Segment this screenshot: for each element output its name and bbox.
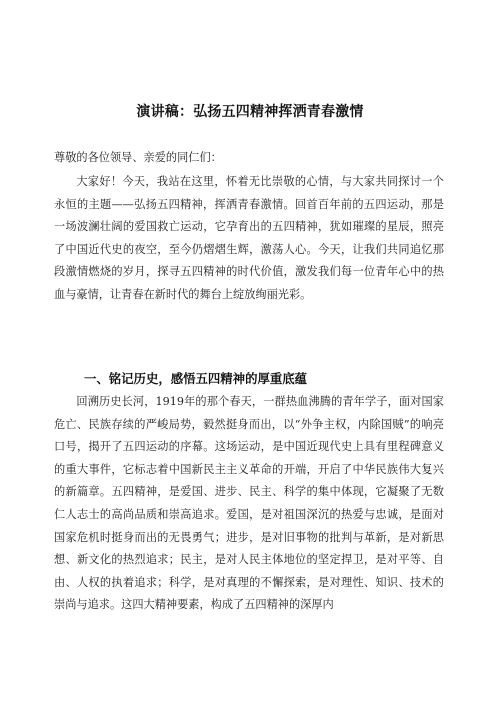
section-heading-1: 一、铭记历史，感悟五四精神的厚重底蕴 <box>84 371 308 386</box>
document-title: 演讲稿：弘扬五四精神挥洒青春激情 <box>136 104 364 120</box>
intro-paragraph: 大家好！今天，我站在这里，怀着无比崇敬的心情，与大家共同探讨一个永恒的主题——弘扬五四精神，挥洒青春激情。回首百年前的五四运动，那是一场波澜壮阔的爱国救亡运动，它孕育出的五四精神，犹如璀璨的星辰，照亮了中国近代史的夜空，至今仍熠熠生辉，激荡人心。今天，让我们共同追忆那段激情燃烧的岁月，探寻五四精神的时代价值，激发我们每一位青年心中的热血与豪情，让青春在新时代的舞台上绽放绚丽光彩。 <box>54 175 444 301</box>
section-1-paragraph: 回溯历史长河，1919年的那个春天，一群热血沸腾的青年学子，面对国家危亡、民族存续的严峻局势，毅然挺身而出，以“外争主权，内除国贼”的响亮口号，揭开了五四运动的序幕。这场运动，是中国近现代史上具有里程碑意义的重大事件，它标志着中国新民主主义革命的开端，开启了中华民族伟大复兴的新篇章。五四精神，是爱国、进步、民主、科学的集中体现，它凝聚了无数仁人志士的高尚品质和崇高追求。爱国，是对祖国深沉的热爱与忠诚，是面对国家危机时挺身而出的无畏勇气；进步，是对旧事物的批判与革新，是对新思想、新文化的热烈追求；民主，是对人民主体地位的坚定捍卫，是对平等、自由、人权的执着追求；科学，是对真理的不懈探索，是对理性、知识、技术的崇尚与追求。这四大精神要素，构成了五四精神的深厚内 <box>54 395 444 612</box>
salutation: 尊敬的各位领导、亲爱的同仁们： <box>54 151 222 164</box>
